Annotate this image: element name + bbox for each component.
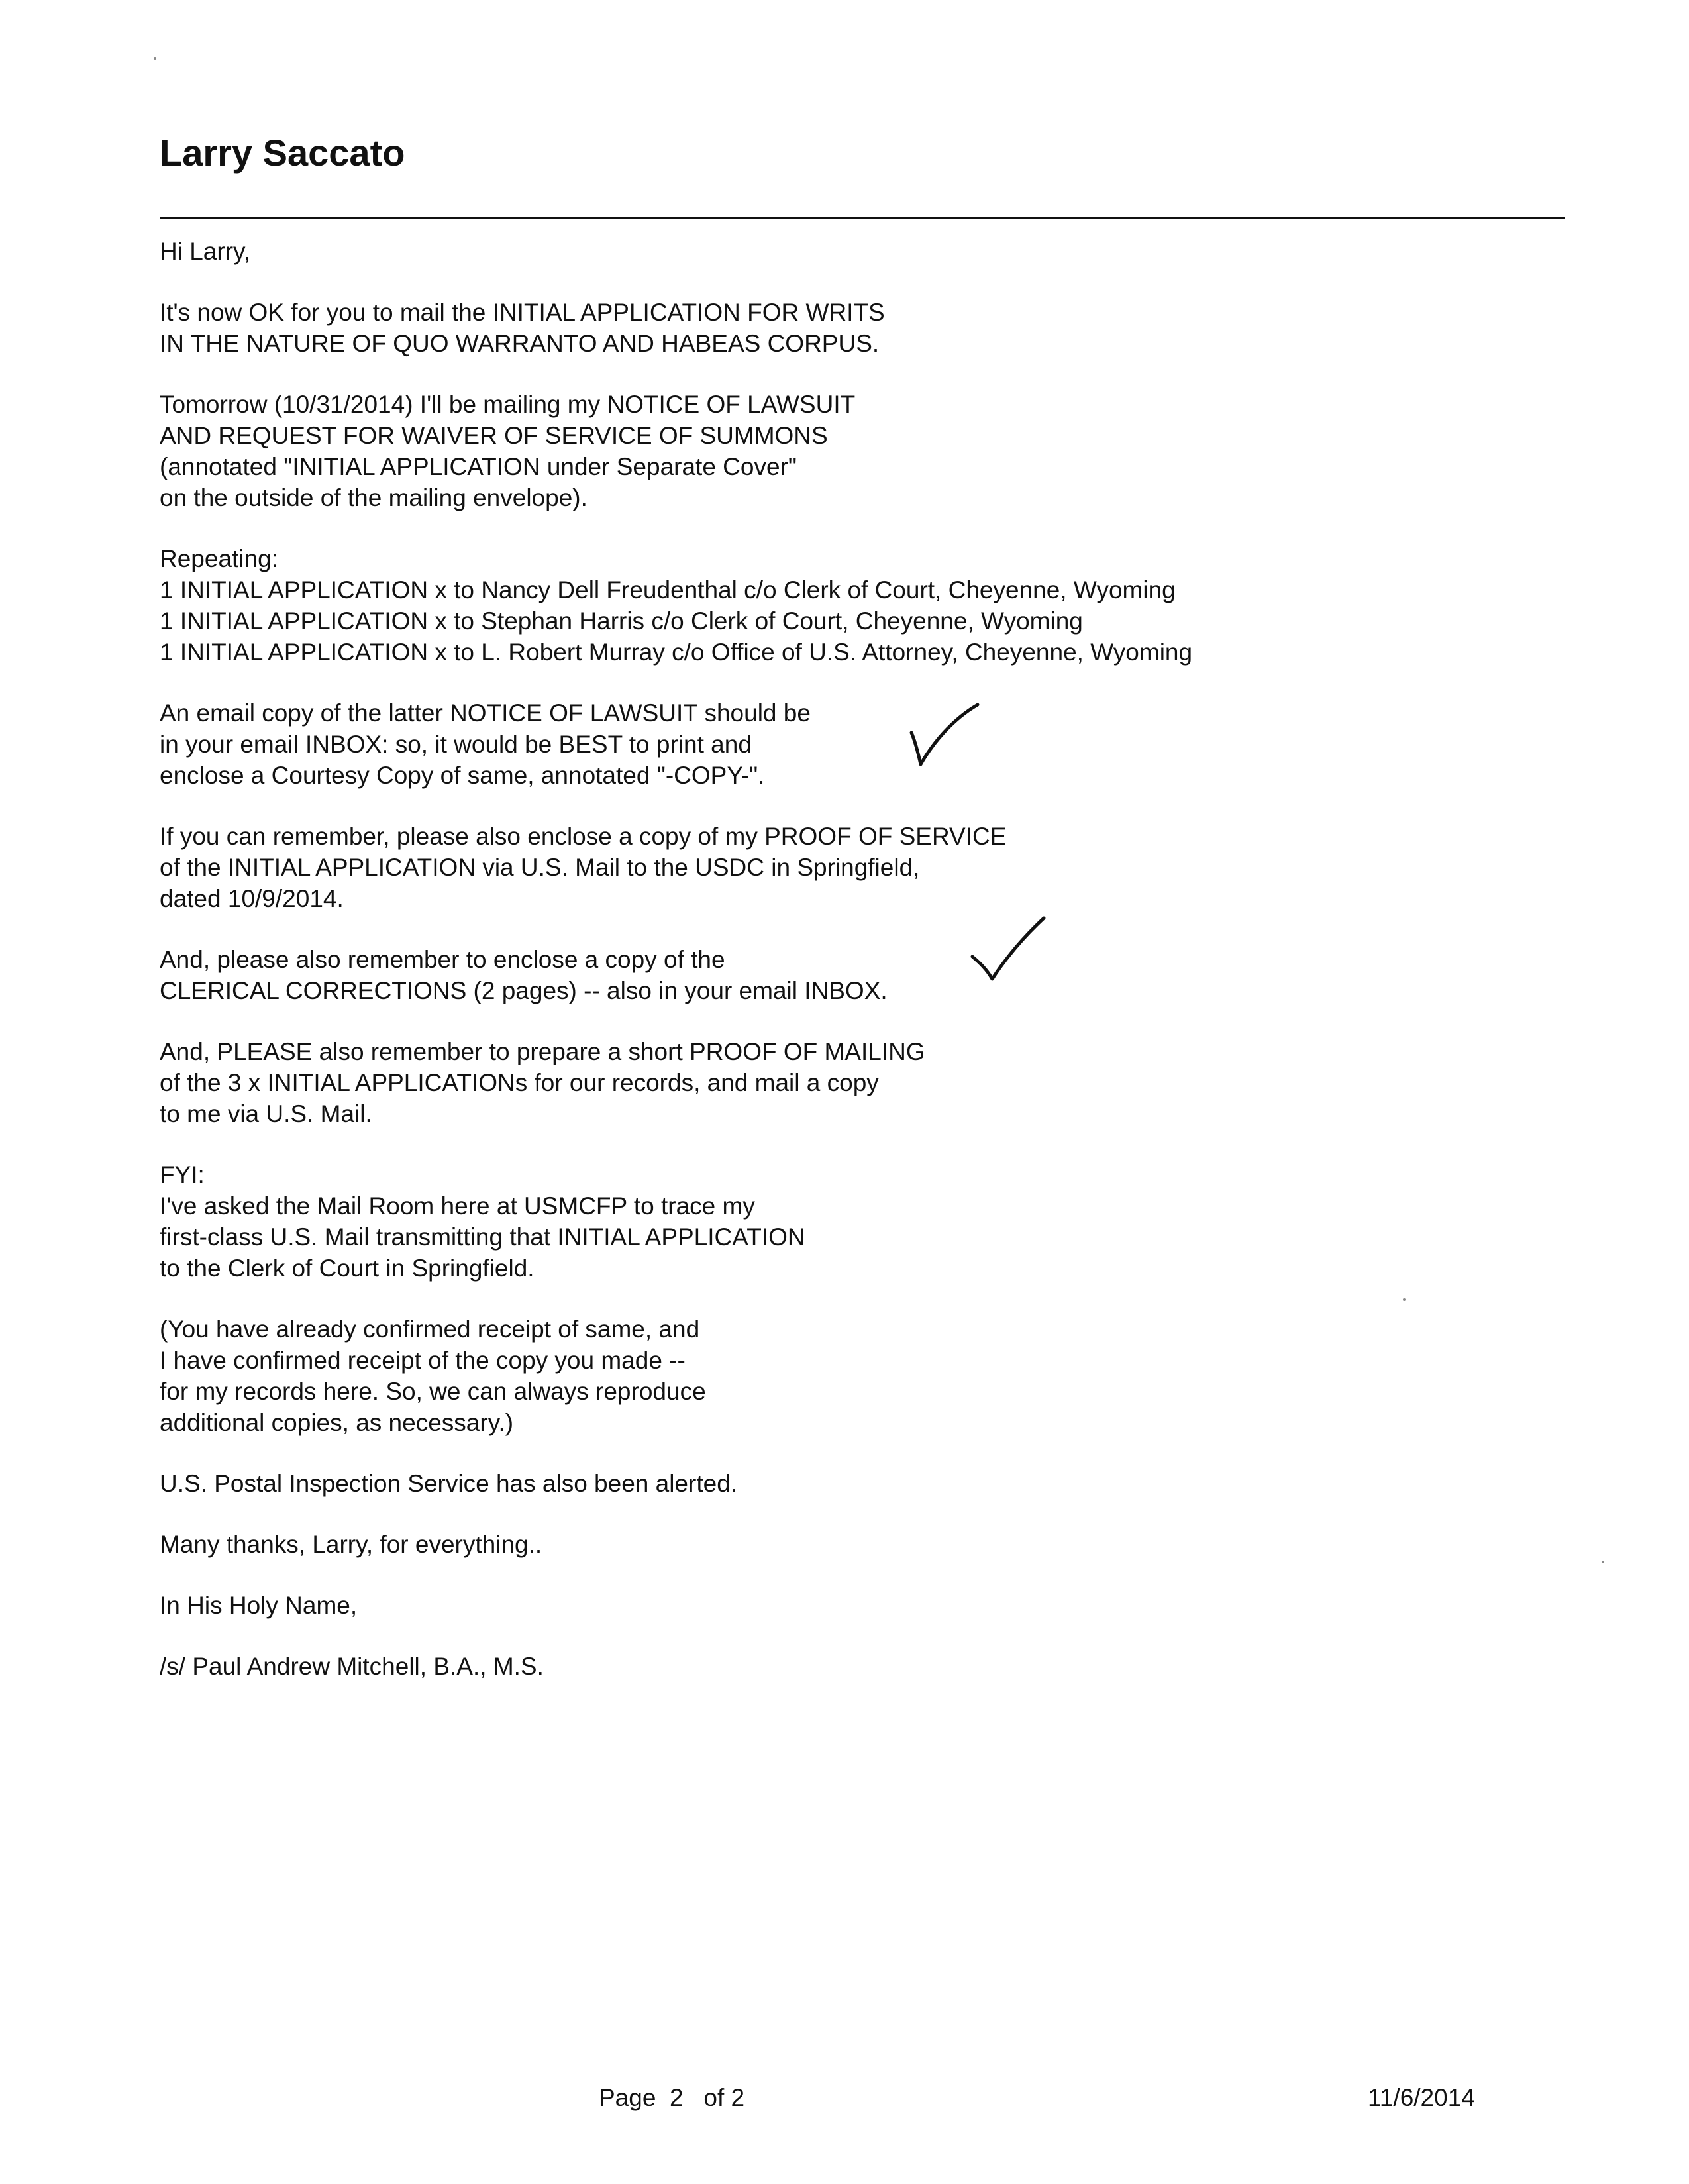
page-number: Page 2 of 2 bbox=[599, 2084, 745, 2111]
letter-line: in your email INBOX: so, it would be BEST to print and bbox=[160, 731, 752, 758]
letter-line: (annotated "INITIAL APPLICATION under Separate Cover" bbox=[160, 453, 797, 480]
letter-paragraph bbox=[160, 1529, 1418, 1560]
letter-line: of the INITIAL APPLICATION via U.S. Mail to the USDC in Springfield, bbox=[160, 854, 920, 881]
letter-paragraph bbox=[160, 297, 1418, 359]
scan-speck bbox=[1602, 1561, 1604, 1563]
letter-line: It's now OK for you to mail the INITIAL APPLICATION FOR WRITS bbox=[160, 299, 885, 326]
letter-line: on the outside of the mailing envelope). bbox=[160, 484, 588, 511]
letter-line: 1 INITIAL APPLICATION x to Stephan Harris c/o Clerk of Court, Cheyenne, Wyoming bbox=[160, 607, 1083, 635]
letter-paragraph bbox=[160, 1651, 1418, 1682]
letter-paragraph bbox=[160, 236, 1418, 267]
letter-line: FYI: bbox=[160, 1161, 205, 1188]
letter-line: In His Holy Name, bbox=[160, 1592, 358, 1619]
handwritten-checkmark-icon bbox=[968, 915, 1048, 988]
letter-line: IN THE NATURE OF QUO WARRANTO AND HABEAS CORPUS. bbox=[160, 330, 880, 357]
letter-paragraph bbox=[160, 821, 1418, 914]
letter-line: AND REQUEST FOR WAIVER OF SERVICE OF SUMMONS bbox=[160, 422, 828, 449]
letter-line: Many thanks, Larry, for everything.. bbox=[160, 1531, 542, 1558]
letter-line: dated 10/9/2014. bbox=[160, 885, 344, 912]
letter-line: /s/ Paul Andrew Mitchell, B.A., M.S. bbox=[160, 1653, 544, 1680]
letter-line: 1 INITIAL APPLICATION x to Nancy Dell Freudenthal c/o Clerk of Court, Cheyenne, Wyoming bbox=[160, 576, 1176, 603]
footer-date: 11/6/2014 bbox=[1368, 2084, 1475, 2111]
letter-line: first-class U.S. Mail transmitting that INITIAL APPLICATION bbox=[160, 1223, 805, 1251]
letter-line: And, PLEASE also remember to prepare a short PROOF OF MAILING bbox=[160, 1038, 925, 1065]
letter-line: CLERICAL CORRECTIONS (2 pages) -- also in your email INBOX. bbox=[160, 977, 888, 1004]
letter-paragraph bbox=[160, 698, 1418, 791]
letter-line: for my records here. So, we can always reproduce bbox=[160, 1378, 706, 1405]
letter-paragraph bbox=[160, 389, 1418, 513]
letter-paragraph bbox=[160, 1314, 1418, 1438]
letter-paragraph bbox=[160, 1590, 1418, 1621]
letter-line: And, please also remember to enclose a copy of the bbox=[160, 946, 725, 973]
letter-paragraph bbox=[160, 1159, 1418, 1284]
handwritten-checkmark-icon bbox=[906, 701, 986, 774]
letter-line: If you can remember, please also enclose a copy of my PROOF OF SERVICE bbox=[160, 823, 1007, 850]
letter-line: I've asked the Mail Room here at USMCFP to trace my bbox=[160, 1192, 755, 1220]
scan-speck bbox=[1403, 1298, 1406, 1301]
letter-line: additional copies, as necessary.) bbox=[160, 1409, 514, 1436]
letter-line: Repeating: bbox=[160, 545, 278, 572]
letter-paragraph bbox=[160, 1036, 1418, 1129]
letter-line: An email copy of the latter NOTICE OF LAWSUIT should be bbox=[160, 700, 811, 727]
scan-speck bbox=[154, 57, 156, 60]
header-rule bbox=[160, 217, 1565, 219]
letter-line: U.S. Postal Inspection Service has also been alerted. bbox=[160, 1470, 738, 1497]
letter-paragraph bbox=[160, 944, 1418, 1006]
letter-line: enclose a Courtesy Copy of same, annotated "-COPY-". bbox=[160, 762, 765, 789]
letter-line: Hi Larry, bbox=[160, 238, 251, 265]
letter-line: of the 3 x INITIAL APPLICATIONs for our records, and mail a copy bbox=[160, 1069, 879, 1096]
letter-line: 1 INITIAL APPLICATION x to L. Robert Murray c/o Office of U.S. Attorney, Cheyenne, Wyoming bbox=[160, 639, 1193, 666]
letter-line: to the Clerk of Court in Springfield. bbox=[160, 1255, 535, 1282]
recipient-heading: Larry Saccato bbox=[160, 132, 405, 174]
letter-paragraph bbox=[160, 543, 1418, 668]
letter-line: to me via U.S. Mail. bbox=[160, 1100, 372, 1127]
letter-paragraph bbox=[160, 1468, 1418, 1499]
letter-line: (You have already confirmed receipt of same, and bbox=[160, 1316, 700, 1343]
letter-line: I have confirmed receipt of the copy you made -- bbox=[160, 1347, 686, 1374]
letter-line: Tomorrow (10/31/2014) I'll be mailing my NOTICE OF LAWSUIT bbox=[160, 391, 856, 418]
letter-body bbox=[160, 236, 1418, 1712]
